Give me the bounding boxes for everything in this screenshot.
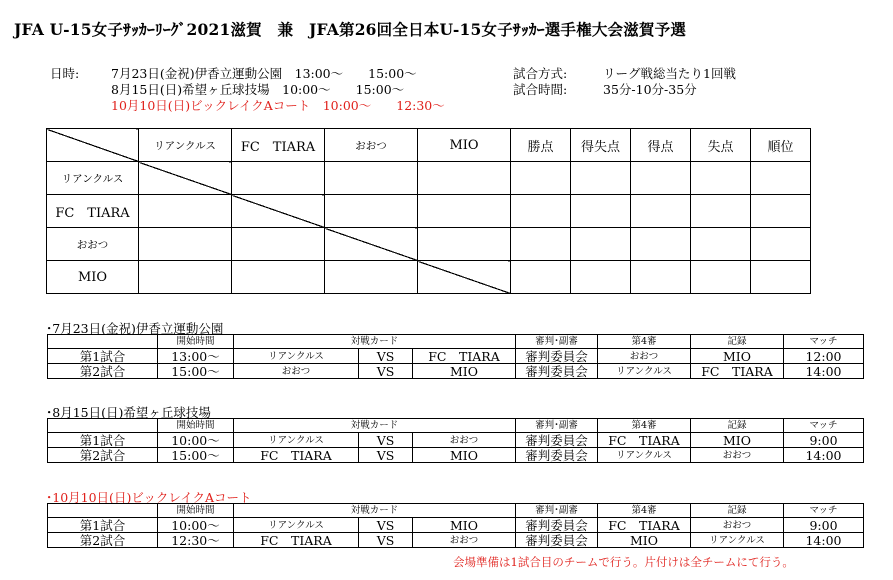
header-match: マッチ: [784, 419, 864, 433]
home-team: リアンクルス: [234, 433, 359, 448]
schedule-table: [47, 418, 864, 463]
match-time: 9:00: [784, 433, 864, 448]
league-row: [47, 228, 811, 261]
section-label: ･7月23日(金祝)伊香立運動公園: [46, 321, 224, 336]
record-team: おおつ: [691, 518, 784, 533]
header-record: 記録: [691, 419, 784, 433]
match-time: 14:00: [784, 364, 864, 379]
stat-cell: [511, 228, 571, 261]
stat-cell: [571, 195, 631, 228]
stat-cell: [751, 228, 811, 261]
game-number: 第1試合: [48, 433, 158, 448]
col-stat: 失点: [691, 129, 751, 162]
row-team: MIO: [47, 261, 139, 294]
table-row: [48, 349, 864, 364]
record-team: リアンクルス: [691, 533, 784, 548]
stat-cell: [751, 261, 811, 294]
start-time: 15:00～: [158, 448, 234, 463]
record-team: MIO: [691, 349, 784, 364]
col-team: リアンクルス: [139, 129, 232, 162]
date-label: 日時:: [50, 66, 80, 81]
home-team: おおつ: [234, 364, 359, 379]
stat-cell: [631, 261, 691, 294]
date-line-3: 10月10日(日)ビックレイクAコート 10:00～ 12:30～: [111, 98, 445, 113]
row-team: リアンクルス: [47, 162, 139, 195]
page-title: JFA U-15女子ｻｯｶｰﾘｰｸﾞ2021滋賀 兼 JFA第26回全日本U-15女子ｻｯｶｰ選手権大会滋賀予選: [14, 20, 687, 39]
footnote: 会場準備は1試合目のチームで行う。片付けは全チームにて行う。: [453, 555, 794, 569]
game-number: 第1試合: [48, 349, 158, 364]
header-record: 記録: [691, 504, 784, 518]
col-stat: 得失点: [571, 129, 631, 162]
header-fourth: 第4審: [598, 504, 691, 518]
fourth-official: FC TIARA: [598, 433, 691, 448]
row-team: FC TIARA: [47, 195, 139, 228]
start-time: 12:30～: [158, 533, 234, 548]
schedule-header-row: [48, 504, 864, 518]
header-card: 対戦カード: [234, 335, 516, 349]
result-cell: [418, 162, 511, 195]
header-game: [48, 419, 158, 433]
game-number: 第1試合: [48, 518, 158, 533]
game-number: 第2試合: [48, 533, 158, 548]
league-row: [47, 261, 811, 294]
stat-cell: [691, 228, 751, 261]
header-referee: 審判･副審: [516, 419, 598, 433]
header-card: 対戦カード: [234, 504, 516, 518]
stat-cell: [751, 162, 811, 195]
stat-cell: [631, 162, 691, 195]
referee: 審判委員会: [516, 533, 598, 548]
col-team: FC TIARA: [232, 129, 325, 162]
vs-label: VS: [359, 533, 413, 548]
self-cell: [139, 162, 232, 195]
result-cell: [232, 162, 325, 195]
home-team: リアンクルス: [234, 518, 359, 533]
league-table: [46, 128, 811, 294]
header-referee: 審判･副審: [516, 335, 598, 349]
start-time: 10:00～: [158, 518, 234, 533]
table-row: [48, 448, 864, 463]
header-start: 開始時間: [158, 335, 234, 349]
result-cell: [325, 162, 418, 195]
header-game: [48, 335, 158, 349]
format-value: リーグ戦総当たり1回戦: [603, 66, 736, 81]
start-time: 15:00～: [158, 364, 234, 379]
stat-cell: [571, 228, 631, 261]
table-row: [48, 433, 864, 448]
stat-cell: [691, 162, 751, 195]
schedule-table: [47, 334, 864, 379]
fourth-official: リアンクルス: [598, 448, 691, 463]
stat-cell: [511, 162, 571, 195]
away-team: MIO: [413, 448, 516, 463]
result-cell: [139, 261, 232, 294]
date-line-2: 8月15日(日)希望ヶ丘球技場 10:00～ 15:00～: [111, 82, 405, 97]
fourth-official: MIO: [598, 533, 691, 548]
vs-label: VS: [359, 448, 413, 463]
section-label: ･10月10日(日)ビックレイクAコート: [46, 490, 252, 505]
corner-cell: [47, 129, 139, 162]
vs-label: VS: [359, 349, 413, 364]
referee: 審判委員会: [516, 518, 598, 533]
header-start: 開始時間: [158, 419, 234, 433]
col-team: MIO: [418, 129, 511, 162]
referee: 審判委員会: [516, 364, 598, 379]
header-referee: 審判･副審: [516, 504, 598, 518]
self-cell: [418, 261, 511, 294]
col-stat: 順位: [751, 129, 811, 162]
header-fourth: 第4審: [598, 419, 691, 433]
away-team: FC TIARA: [413, 349, 516, 364]
referee: 審判委員会: [516, 448, 598, 463]
stat-cell: [511, 195, 571, 228]
result-cell: [325, 261, 418, 294]
match-time: 14:00: [784, 533, 864, 548]
col-stat: 得点: [631, 129, 691, 162]
self-cell: [232, 195, 325, 228]
time-value: 35分-10分-35分: [603, 82, 697, 97]
match-time: 12:00: [784, 349, 864, 364]
vs-label: VS: [359, 364, 413, 379]
table-row: [48, 533, 864, 548]
stat-cell: [691, 195, 751, 228]
header-match: マッチ: [784, 335, 864, 349]
fourth-official: FC TIARA: [598, 518, 691, 533]
stat-cell: [511, 261, 571, 294]
record-team: おおつ: [691, 448, 784, 463]
self-cell: [325, 228, 418, 261]
start-time: 13:00～: [158, 349, 234, 364]
stat-cell: [631, 228, 691, 261]
result-cell: [139, 195, 232, 228]
table-row: [48, 364, 864, 379]
schedule-header-row: [48, 335, 864, 349]
away-team: MIO: [413, 364, 516, 379]
record-team: FC TIARA: [691, 364, 784, 379]
stat-cell: [571, 162, 631, 195]
stat-cell: [571, 261, 631, 294]
away-team: おおつ: [413, 433, 516, 448]
header-match: マッチ: [784, 504, 864, 518]
stat-cell: [691, 261, 751, 294]
stat-cell: [751, 195, 811, 228]
table-row: [48, 518, 864, 533]
result-cell: [232, 261, 325, 294]
header-record: 記録: [691, 335, 784, 349]
section-label: ･8月15日(日)希望ヶ丘球技場: [46, 405, 211, 420]
away-team: おおつ: [413, 533, 516, 548]
date-line-1: 7月23日(金祝)伊香立運動公園 13:00～ 15:00～: [111, 66, 417, 81]
record-team: MIO: [691, 433, 784, 448]
stat-cell: [631, 195, 691, 228]
schedule-table: [47, 503, 864, 548]
vs-label: VS: [359, 518, 413, 533]
header-game: [48, 504, 158, 518]
referee: 審判委員会: [516, 433, 598, 448]
col-team: おおつ: [325, 129, 418, 162]
row-team: おおつ: [47, 228, 139, 261]
match-time: 9:00: [784, 518, 864, 533]
match-time: 14:00: [784, 448, 864, 463]
header-card: 対戦カード: [234, 419, 516, 433]
league-row: [47, 195, 811, 228]
result-cell: [418, 195, 511, 228]
result-cell: [418, 228, 511, 261]
vs-label: VS: [359, 433, 413, 448]
result-cell: [232, 228, 325, 261]
league-header-row: [47, 129, 811, 162]
result-cell: [139, 228, 232, 261]
time-label: 試合時間:: [513, 82, 568, 97]
fourth-official: おおつ: [598, 349, 691, 364]
home-team: FC TIARA: [234, 448, 359, 463]
result-cell: [325, 195, 418, 228]
header-start: 開始時間: [158, 504, 234, 518]
format-label: 試合方式:: [513, 66, 568, 81]
game-number: 第2試合: [48, 364, 158, 379]
home-team: FC TIARA: [234, 533, 359, 548]
header-fourth: 第4審: [598, 335, 691, 349]
col-stat: 勝点: [511, 129, 571, 162]
referee: 審判委員会: [516, 349, 598, 364]
away-team: MIO: [413, 518, 516, 533]
fourth-official: リアンクルス: [598, 364, 691, 379]
schedule-header-row: [48, 419, 864, 433]
start-time: 10:00～: [158, 433, 234, 448]
home-team: リアンクルス: [234, 349, 359, 364]
game-number: 第2試合: [48, 448, 158, 463]
league-row: [47, 162, 811, 195]
